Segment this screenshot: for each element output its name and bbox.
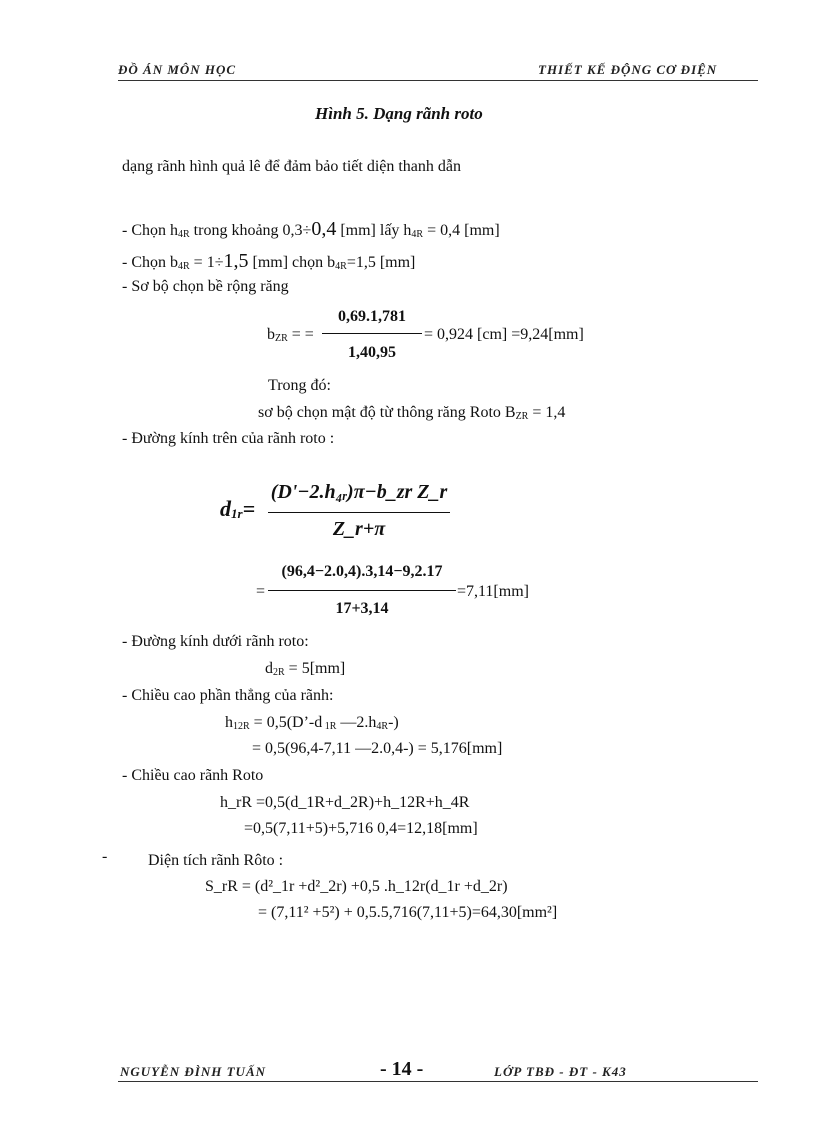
- footer-left: NGUYỄN ĐÌNH TUẤN: [120, 1064, 266, 1079]
- h12-heading: - Chiều cao phần thẳng của rãnh:: [122, 687, 334, 704]
- h4r-text-a: - Chọn h: [122, 222, 178, 239]
- h12-line2: = 0,5(96,4-7,11 —2.0,4-) = 5,176[mm]: [252, 740, 503, 757]
- b4r-text-d: [mm] chọn b: [248, 254, 336, 271]
- h4r-sub: 4R: [178, 229, 190, 240]
- bzr-result: = 0,924 [cm] =9,24[mm]: [424, 326, 584, 343]
- where-line: [258, 404, 565, 422]
- d1-values-eq: =: [256, 583, 266, 600]
- where-title: Trong đó:: [268, 377, 331, 394]
- h12-l1-b: = 0,5(D’-d: [249, 714, 323, 731]
- d1-lhs: [220, 496, 255, 522]
- tooth-heading: - Sơ bộ chọn bề rộng răng: [122, 278, 289, 295]
- d1-lhs-eq: =: [242, 496, 256, 521]
- b4r-sub: 4R: [178, 261, 190, 272]
- figure-caption: Hình 5. Dạng rãnh roto: [315, 104, 483, 123]
- h12-l1-sub: 12R: [233, 721, 250, 732]
- hr-line2: =0,5(7,11+5)+5,716 0,4=12,18[mm]: [244, 820, 478, 837]
- d1-numerator-formula: (D'−2.h₄ᵣ)π−b_zr Z_r: [270, 481, 448, 503]
- h12-l1-sub2: 1R: [322, 721, 337, 732]
- header-right: THIẾT KẾ ĐỘNG CƠ ĐIỆN: [538, 62, 718, 77]
- h12-l1-sub3: 4R: [376, 721, 389, 732]
- b4r-line: [122, 250, 415, 273]
- h12-line1: [225, 714, 399, 732]
- h12-l1-d: -): [388, 714, 399, 731]
- d1-numerator-values: (96,4−2.0,4).3,14−9,2.17: [281, 563, 443, 580]
- h4r-text-c: 0,4: [311, 218, 337, 240]
- bzr-eq: = =: [287, 326, 314, 343]
- d2-heading: - Đường kính dưới rãnh roto:: [122, 633, 309, 650]
- bzr-sub: ZR: [275, 333, 288, 344]
- bzr-label: b: [267, 326, 275, 343]
- header-left: ĐỒ ÁN MÔN HỌC: [118, 62, 237, 77]
- page-number: - 14 -: [380, 1058, 424, 1080]
- d2-line: [265, 660, 345, 678]
- hr-heading: - Chiều cao rãnh Roto: [122, 767, 264, 784]
- d1-heading: - Đường kính trên của rãnh roto :: [122, 430, 335, 447]
- d1-lhs-sub: 1r: [231, 506, 243, 521]
- footer-right: LỚP TBĐ - ĐT - K43: [494, 1064, 627, 1079]
- b4r-text-a: - Chọn b: [122, 254, 178, 271]
- bzr-lhs: [267, 326, 314, 344]
- footer-rule: [118, 1081, 758, 1082]
- d1-denominator-values: 17+3,14: [335, 600, 389, 617]
- h4r-text-b: trong khoảng 0,3÷: [189, 222, 312, 239]
- sr-line1: S_rR = (d²_1r +d²_2r) +0,5 .h_12r(d_1r +d_2r): [205, 878, 508, 895]
- hr-line1: h_rR =0,5(d_1R+d_2R)+h_12R+h_4R: [220, 794, 470, 811]
- sr-heading: Diện tích rãnh Rôto :: [148, 852, 284, 869]
- d2-sub: 2R: [273, 667, 285, 678]
- d1-values-fraction-bar: [268, 590, 456, 591]
- bzr-numerator: 0,69.1,781: [338, 308, 406, 325]
- intro-text: dạng rãnh hình quả lê để đảm bảo tiết diện thanh dẫn: [122, 158, 462, 175]
- h12-l1-a: h: [225, 714, 233, 731]
- b4r-sub2: 4R: [335, 261, 347, 272]
- sr-line2: = (7,11² +5²) + 0,5.5,716(7,11+5)=64,30[mm²]: [258, 904, 558, 921]
- h12-l1-c: —2.h: [336, 714, 377, 731]
- where-text-b: = 1,4: [528, 404, 566, 421]
- d2-text-a: d: [265, 660, 273, 677]
- d2-text-b: = 5[mm]: [284, 660, 346, 677]
- d1-result: =7,11[mm]: [457, 583, 529, 600]
- h4r-text-d: [mm] lấy h: [336, 222, 412, 239]
- b4r-text-e: =1,5 [mm]: [346, 254, 416, 271]
- h4r-text-e: = 0,4 [mm]: [423, 222, 500, 239]
- d1-lhs-symbol: d: [220, 496, 231, 521]
- b4r-text-b: = 1÷: [189, 254, 224, 271]
- where-sub: ZR: [515, 411, 529, 422]
- b4r-text-c: 1,5: [223, 250, 249, 272]
- h4r-sub2: 4R: [411, 229, 424, 240]
- header-rule: [118, 80, 758, 81]
- d1-denominator-formula: Z_r+π: [332, 518, 386, 540]
- sr-bullet: -: [102, 848, 108, 865]
- bzr-denominator: 1,40,95: [348, 344, 396, 361]
- h4r-line: [122, 218, 500, 241]
- where-text-a: sơ bộ chọn mật độ từ thông răng Roto B: [258, 404, 516, 421]
- bzr-fraction-bar: [322, 333, 422, 334]
- d1-fraction-bar: [268, 512, 450, 513]
